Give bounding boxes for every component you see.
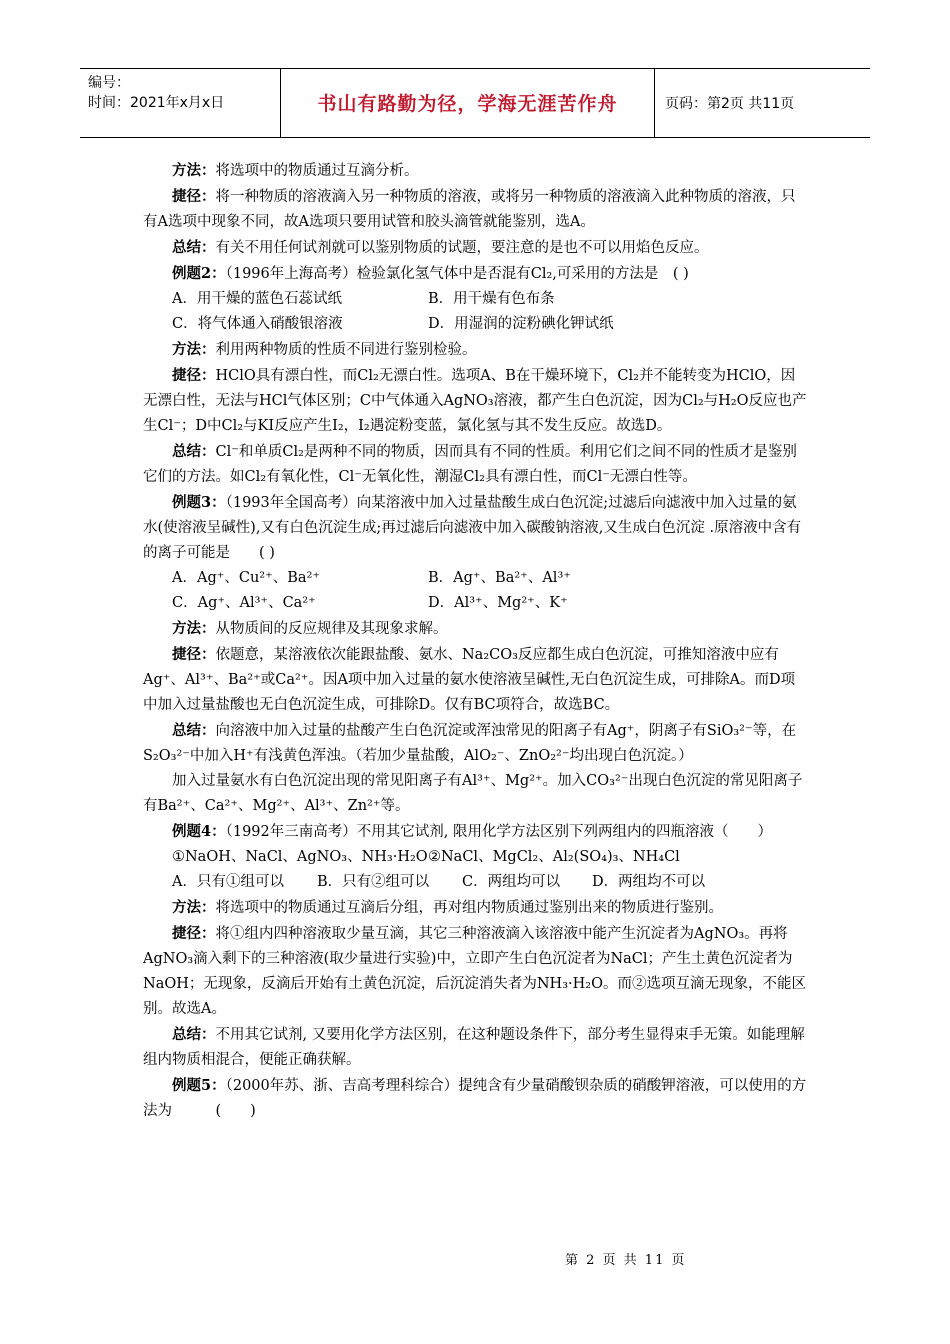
paragraph: [143, 1022, 809, 1073]
document-date-label: 时间：2021年x月x日: [88, 95, 225, 111]
page-header: [80, 68, 870, 138]
option-text: D．两组均不可以: [592, 874, 706, 890]
paragraph-text: HClO具有漂白性，而Cl₂无漂白性。选项A、B在干燥环境下，Cl₂并不能转变为HClO，因无漂白性，无法与HCl气体区别；C中气体通入AgNO₃溶液，都产生白色沉淀，因为Cl₂与H₂O反应也产生Cl⁻；D中Cl₂与KI反应产生I₂，I₂遇淀粉变蓝，氯化氢与其不发生反应。故选D。: [143, 368, 807, 434]
paragraph: [143, 184, 809, 235]
paragraph-text: （1992年三南高考）不用其它试剂, 限用化学方法区别下列两组内的四瓶溶液（ ）: [225, 824, 772, 840]
paragraph-text: 向溶液中加入过量的盐酸产生白色沉淀或浑浊常见的阳离子有Ag⁺，阴离子有SiO₃²⁻等，在S₂O₃²⁻中加入H⁺有浅黄色浑浊。（若加少量盐酸，AlO₂⁻、ZnO₂²⁻均出现白色沉淀。）: [143, 723, 797, 764]
paragraph-text: （2000年苏、浙、吉高考理科综合）提纯含有少量硝酸钡杂质的硝酸钾溶液，可以使用的方法为 ( ): [143, 1078, 807, 1119]
paragraph-text: 加入过量氨水有白色沉淀出现的常见阳离子有Al³⁺、Mg²⁺。加入CO₃²⁻出现白色沉淀的常见阳离子有Ba²⁺、Ca²⁺、Mg²⁺、Al³⁺、Zn²⁺等。: [143, 773, 803, 814]
option-text: C．Ag⁺、Al³⁺、Ca²⁺: [172, 595, 316, 611]
option-text: ①NaOH、NaCl、AgNO₃、NH₃·H₂O: [172, 849, 428, 865]
option-text: B．用干燥有色布条: [428, 291, 555, 307]
paragraph-text: 将一种物质的溶液滴入另一种物质的溶液，或将另一种物质的溶液滴入此种物质的溶液，只有A选项中现象不同，故A选项只要用试管和胶头滴管就能鉴别，选A。: [143, 189, 796, 230]
option-row: [143, 870, 809, 895]
document-body: [143, 158, 809, 1124]
option-row: [143, 312, 809, 337]
paragraph-keyword: 例题3：: [172, 494, 226, 511]
option-text: D．用湿润的淀粉碘化钾试纸: [428, 316, 614, 332]
paragraph: [143, 718, 809, 769]
paragraph-text: Cl⁻和单质Cl₂是两种不同的物质，因而具有不同的性质。利用它们之间不同的性质才是鉴别它们的方法。如Cl₂有氧化性，Cl⁻无氧化性，潮湿Cl₂具有漂白性，而Cl⁻无漂白性等。: [143, 444, 797, 485]
paragraph-text: 从物质间的反应规律及其现象求解。: [215, 621, 448, 637]
paragraph: [143, 819, 809, 845]
paragraph-keyword: 例题2：: [172, 265, 226, 282]
option-row: [143, 287, 809, 312]
paragraph-keyword: 总结：: [172, 1026, 216, 1043]
paragraph: [143, 490, 809, 566]
option-text: A．Ag⁺、Cu²⁺、Ba²⁺: [172, 570, 321, 586]
paragraph: [143, 616, 809, 642]
paragraph: [143, 439, 809, 490]
paragraph: [143, 337, 809, 363]
paragraph-text: 将选项中的物质通过互滴后分组，再对组内物质通过鉴别出来的物质进行鉴别。: [215, 900, 723, 916]
paragraph: [143, 158, 809, 184]
paragraph: [143, 769, 809, 819]
paragraph-keyword: 方法：: [172, 899, 216, 916]
paragraph: [143, 642, 809, 718]
option-row: [143, 845, 809, 870]
header-meta: [88, 73, 224, 113]
paragraph-text: 有关不用任何试剂就可以鉴别物质的试题，要注意的是也不可以用焰色反应。: [215, 240, 709, 256]
option-text: A．只有①组可以: [172, 874, 284, 890]
option-row: [143, 566, 809, 591]
paragraph: [143, 261, 809, 287]
option-text: C．两组均可以: [462, 874, 561, 890]
paragraph: [143, 895, 809, 921]
option-text: C．将气体通入硝酸银溶液: [172, 316, 343, 332]
paragraph-text: 不用其它试剂, 又要用化学方法区别，在这种题设条件下，部分考生显得束手无策。如能理解组内物质相混合，便能正确获解。: [143, 1027, 805, 1068]
paragraph-keyword: 捷径：: [172, 646, 216, 663]
header-page-number: 页码：第2页 共11页: [665, 96, 795, 112]
paragraph-keyword: 方法：: [172, 162, 216, 179]
paragraph-keyword: 总结：: [172, 239, 216, 256]
paragraph-text: 将选项中的物质通过互滴分析。: [215, 163, 419, 179]
header-motto: 书山有路勤为径，学海无涯苦作舟: [317, 93, 618, 115]
paragraph-text: 利用两种物质的性质不同进行鉴别检验。: [215, 342, 477, 358]
paragraph-keyword: 捷径：: [172, 925, 216, 942]
option-text: D．Al³⁺、Mg²⁺、K⁺: [428, 595, 568, 611]
paragraph: [143, 363, 809, 439]
document-number-label: 编号：: [88, 75, 130, 91]
paragraph: [143, 921, 809, 1022]
paragraph-text: 将①组内四种溶液取少量互滴，其它三种溶液滴入该溶液中能产生沉淀者为AgNO₃。再将AgNO₃滴入剩下的三种溶液(取少量进行实验)中，立即产生白色沉淀者为NaCl；产生土黄色沉淀者为NaOH；无现象，反滴后开始有土黄色沉淀，后沉淀消失者为NH₃·H₂O。而②选项互滴无现象，不能区别。故选A。: [143, 926, 806, 1017]
option-text: B．只有②组可以: [317, 874, 430, 890]
paragraph: [143, 235, 809, 261]
paragraph-keyword: 捷径：: [172, 188, 216, 205]
paragraph-keyword: 捷径：: [172, 367, 216, 384]
paragraph-text: （1993年全国高考）向某溶液中加入过量盐酸生成白色沉淀;过滤后向滤液中加入过量的氨水(使溶液呈碱性),又有白色沉淀生成;再过滤后向滤液中加入碳酸钠溶液,又生成白色沉淀 .原溶液中含有的离子可能是 ( ): [143, 495, 802, 561]
paragraph: [143, 1073, 809, 1124]
paragraph-text: （1996年上海高考）检验氯化氢气体中是否混有Cl₂,可采用的方法是 ( ): [225, 266, 689, 282]
paragraph-keyword: 例题5：: [172, 1077, 226, 1094]
option-text: B．Ag⁺、Ba²⁺、Al³⁺: [428, 570, 571, 586]
paragraph-keyword: 例题4：: [172, 823, 226, 840]
paragraph-keyword: 方法：: [172, 341, 216, 358]
option-text: ②NaCl、MgCl₂、Al₂(SO₄)₃、NH₄Cl: [428, 849, 680, 865]
option-row: [143, 591, 809, 616]
option-text: A．用干燥的蓝色石蕊试纸: [172, 291, 342, 307]
paragraph-keyword: 总结：: [172, 722, 216, 739]
header-divider: [654, 69, 655, 137]
paragraph-keyword: 总结：: [172, 443, 216, 460]
paragraph-keyword: 方法：: [172, 620, 216, 637]
paragraph-text: 依题意，某溶液依次能跟盐酸、氨水、Na₂CO₃反应都生成白色沉淀，可推知溶液中应有Ag⁺、Al³⁺、Ba²⁺或Ca²⁺。因A项中加入过量的氨水使溶液呈碱性,无白色沉淀生成，可排除A。而D项中加入过量盐酸也无白色沉淀生成，可排除D。仅有BC项符合，故选BC。: [143, 647, 796, 713]
page-footer: 第 2 页 共 11 页: [565, 1253, 687, 1268]
